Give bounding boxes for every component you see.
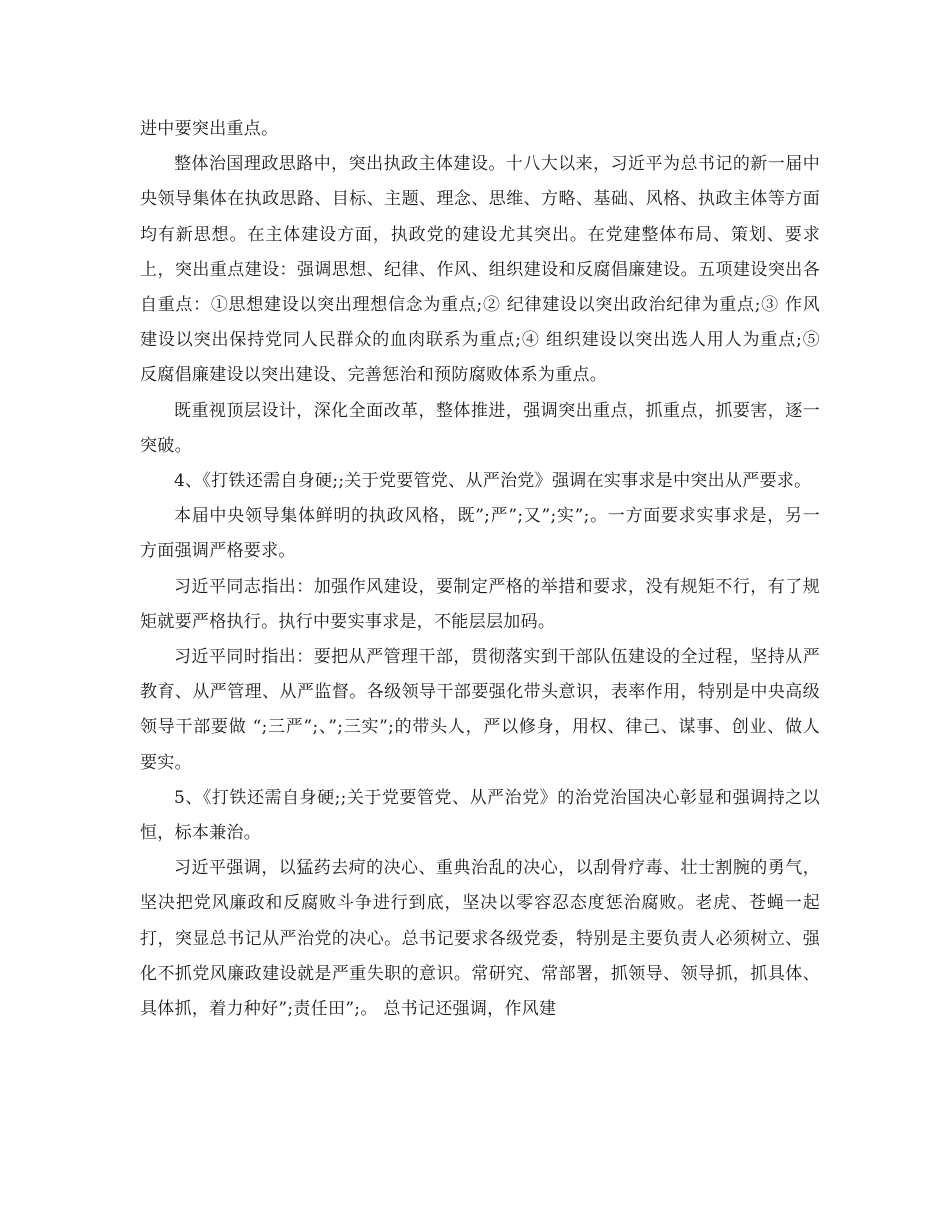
paragraph-1: 进中要突出重点。 <box>140 119 279 139</box>
paragraph-4: 4、《打铁还需自身硬;;关于党要管党、从严治党》强调在实事求是中突出从严要求。 <box>174 471 812 492</box>
paragraph-2: 整体治国理政思路中，突出执政主体建设。十八大以来，习近平为总书记的新一届中央领导集体在执政思路、目标、主题、理念、思维、方略、基础、风格、执政主体等方面均有新思想。在主体建设方面，执政党的建设尤其突出。在党建整体布局、策划、要求上，突出重点建设：强调思想、纪律、作风、组织建设和反腐倡廉建设。五项建设突出各自重点：①思想建设以突出理想信念为重点;② 纪律建设以突出政治纪律为重点;③ 作风建设以突出保持党同人民群众的血肉联系为重点;④ 组织建设以突出选人用人为重点;⑤ 反腐倡廉建设以突出建设、完善惩治和预防腐败体系为重点。 <box>140 154 820 386</box>
paragraph-9: 习近平强调，以猛药去疴的决心、重典治乱的决心，以刮骨疗毒、壮士割腕的勇气，坚决把党风廉政和反腐败斗争进行到底，坚决以零容忍态度惩治腐败。老虎、苍蝇一起打，突显总书记从严治党的决心。总书记要求各级党委，特别是主要负责人必须树立、强化不抓党风廉政建设就是严重失职的意识。常研究、常部署，抓领导、领导抓，抓具体、具体抓，着力种好”;责任田”;。 总书记还强调，作风建 <box>140 858 820 1020</box>
paragraph-7: 习近平同时指出：要把从严管理干部，贯彻落实到干部队伍建设的全过程，坚持从严教育、从严管理、从严监督。各级领导干部要强化带头意识，表率作用，特别是中央高级领导干部要做 “;三严”;、”;三实”;的带头人，严以修身，用权、律己、谋事、创业、做人要实。 <box>140 647 820 773</box>
document-body <box>140 112 820 1027</box>
paragraph-8: 5、《打铁还需自身硬;;关于党要管党、从严治党》的治党治国决心彰显和强调持之以恒，标本兼治。 <box>140 787 820 844</box>
paragraph-5: 本届中央领导集体鲜明的执政风格，既”;严”;又”;实”;。一方面要求实事求是，另一方面强调严格要求。 <box>140 506 820 562</box>
paragraph-3: 既重视顶层设计，深化全面改革，整体推进，强调突出重点，抓重点，抓要害，逐一突破。 <box>140 400 820 456</box>
paragraph-6: 习近平同志指出：加强作风建设，要制定严格的举措和要求，没有规矩不行，有了规矩就要严格执行。执行中要实事求是，不能层层加码。 <box>140 576 820 632</box>
